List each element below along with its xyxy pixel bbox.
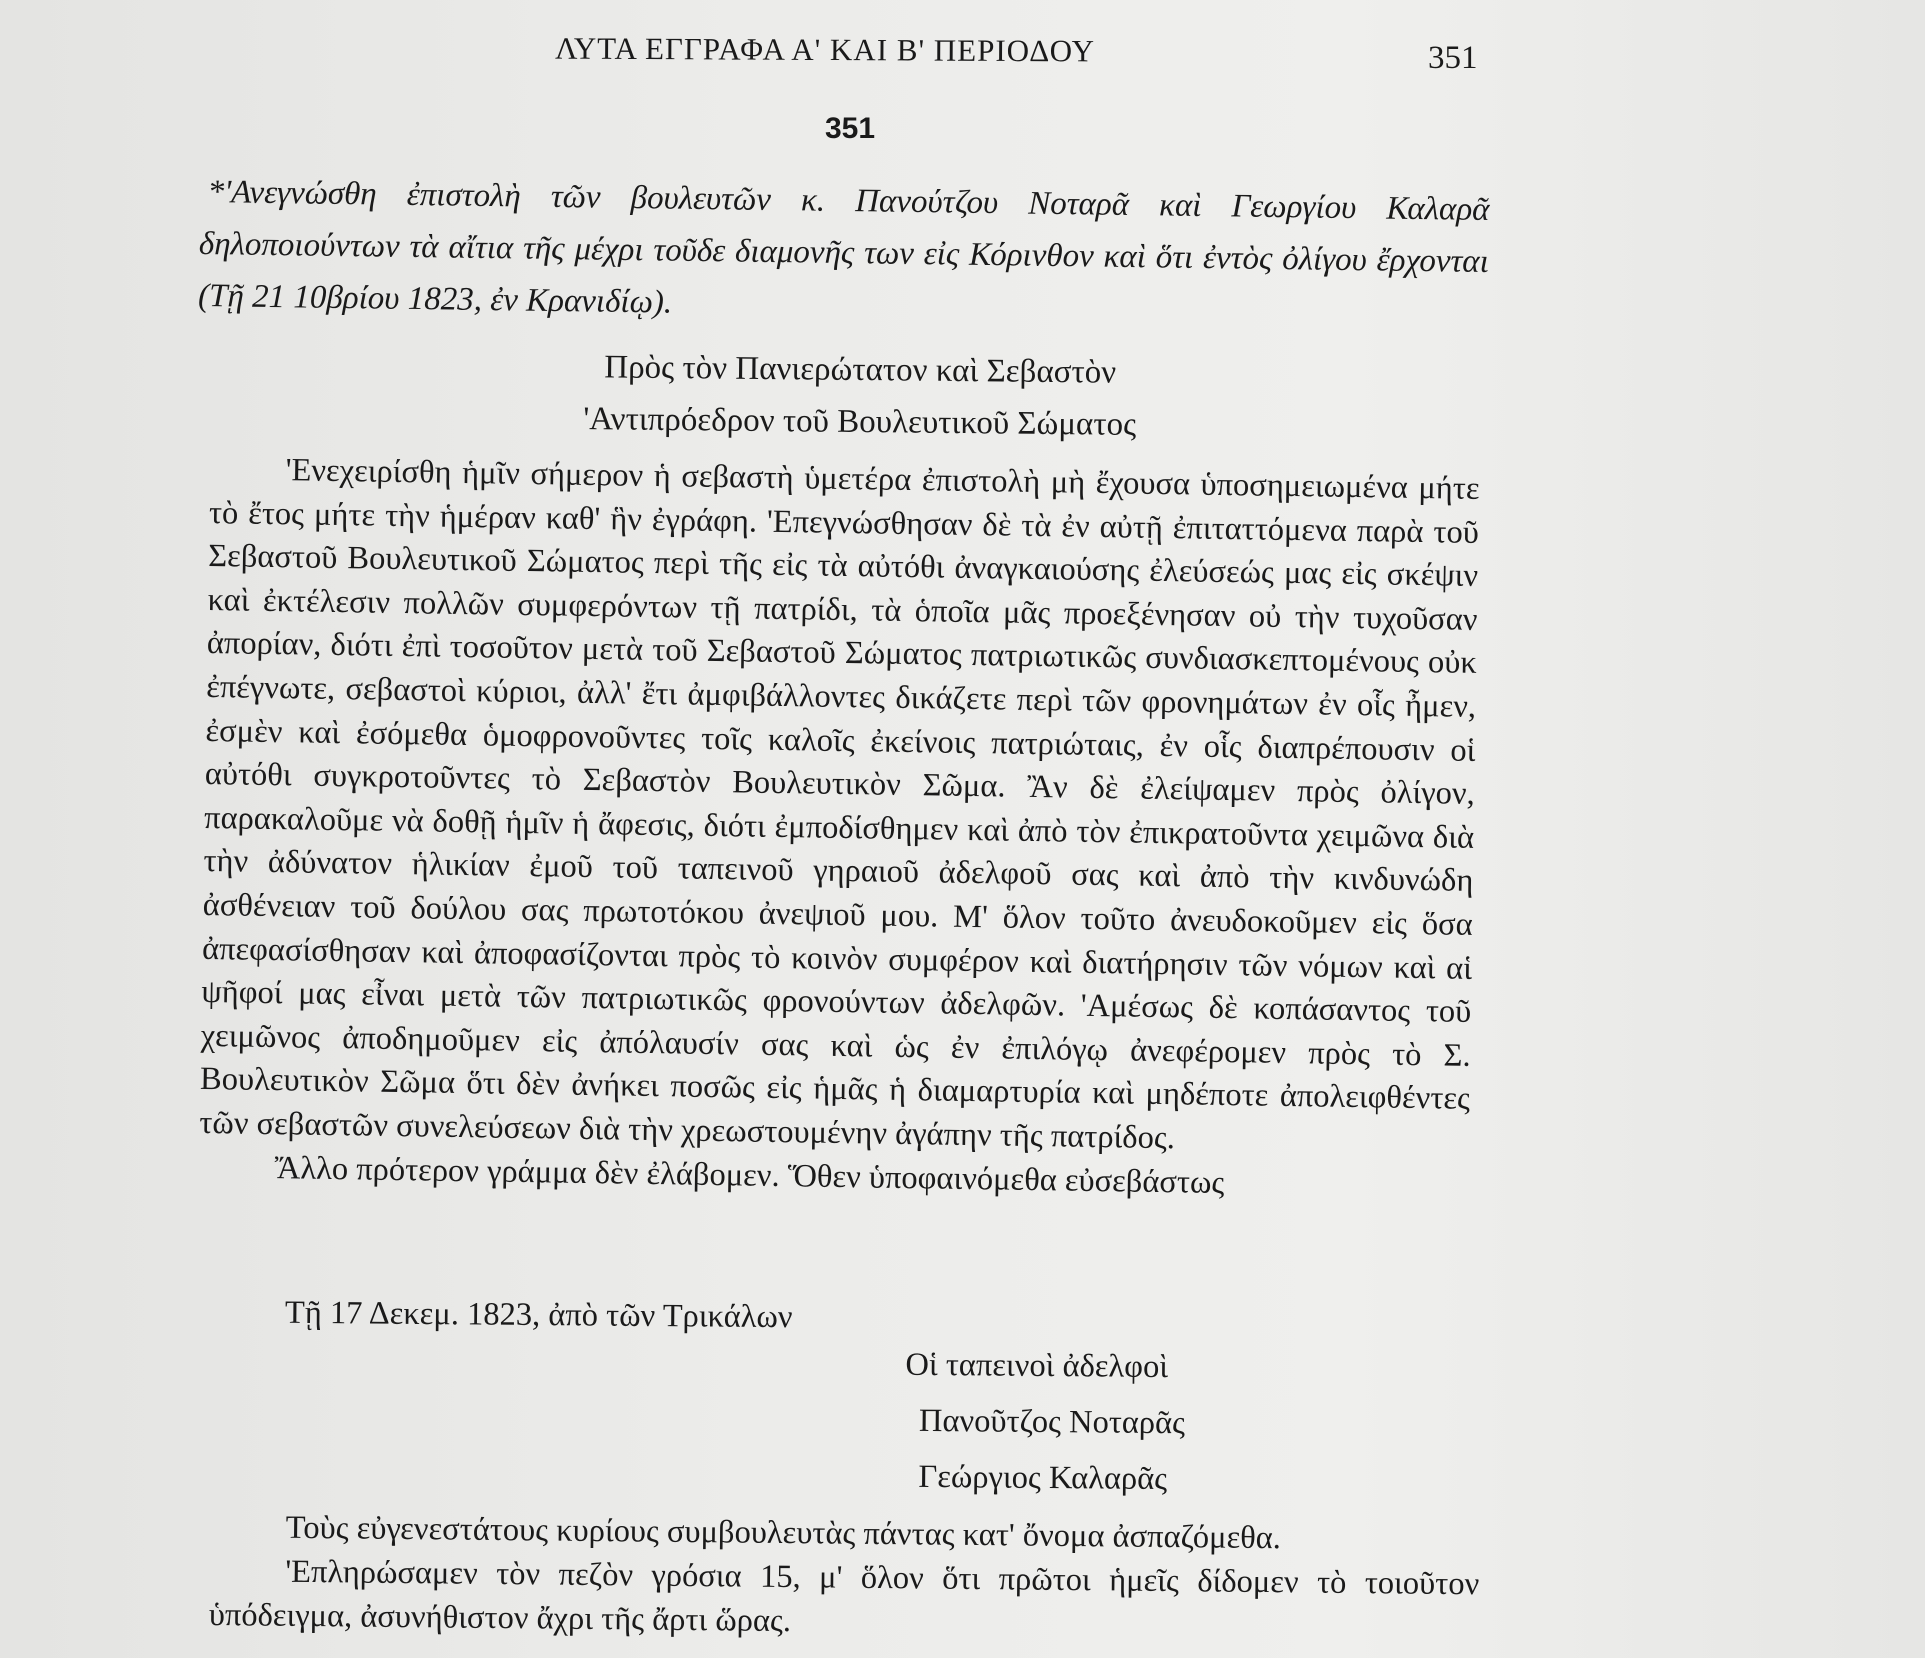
body-paragraph-2: Ἄλλο πρότερον γράμμα δὲν ἐλάβομεν. Ὅθεν ὑποφαινόμεθα εὐσεβάστως [274, 1149, 1225, 1201]
postscript-line-1: Τοὺς εὐγενεστάτους κυρίους συμβουλευτὰς πάντας κατ' ὄνομα ἀσπαζόμεθα. [285, 1509, 1282, 1557]
document-number: 351 [825, 112, 876, 145]
address-line-1: Πρὸς τὸν Πανιερώτατον καὶ Σεβαστὸν [604, 349, 1117, 391]
summary-text: *'Ανεγνώσθη ἐπιστολὴ τῶν βουλευτῶν κ. Πανούτζου Νοταρᾶ καὶ Γεωργίου Καλαρᾶ δηλοποιούντων τὰ αἴτια τῆς μέχρι τοῦδε διαμονῆς των εἰς Κόρινθον καὶ ὅτι ἐντὸς ὀλίγου ἔρχονται (Τῇ 21 10βρίου 1823, ἐν Κρανιδίῳ). [197, 174, 1490, 321]
letter-address [559, 341, 1160, 451]
page-number: 351 [1428, 40, 1478, 76]
document-summary [198, 166, 1490, 340]
letter-date: Τῇ 17 Δεκεμ. 1823, ἀπὸ τῶν Τρικάλων [284, 1294, 793, 1336]
postscript [209, 1505, 1480, 1650]
signature-block [904, 1337, 1185, 1507]
signer-1: Πανοῦτζος Νοταρᾶς [918, 1402, 1186, 1442]
signature-intro: Οἱ ταπεινοὶ ἀδελφοὶ [905, 1346, 1169, 1386]
postscript-line-2: 'Επληρώσαμεν τὸν πεζὸν γρόσια 15, μ' ὅλον ὅτι πρῶτοι ἡμεῖς δίδομεν τὸ τοιοῦτον ὑπόδειγμα, ἀσυνήθιστον ἄχρι τῆς ἄρτι ὥρας. [208, 1553, 1480, 1640]
address-line-2: 'Αντιπρόεδρον τοῦ Βουλευτικοῦ Σώματος [583, 401, 1137, 443]
running-title: ΛΥΤΑ ΕΓΓΡΑΦΑ Α' ΚΑΙ Β' ΠΕΡΙΟΔΟΥ [554, 30, 1096, 69]
body-paragraph-1: 'Ενεχειρίσθη ἡμῖν σήμερον ἡ σεβαστὴ ὑμετέρα ἐπιστολὴ μὴ ἔχουσα ὑποσημειωμένα μήτε τὸ ἔτος μήτε τὴν ἡμέραν καθ' ἣν ἐγράφη. 'Επεγνώσθησαν δὲ τὰ ἐν αὐτῇ ἐπιταττόμενα παρὰ τοῦ Σεβαστοῦ Βουλευτικοῦ Σώματος περὶ τῆς εἰς τὰ αὐτόθι ἀναγκαιούσης ἐλεύσεώς μας εἰς σκέψιν καὶ ἐκτέλεσιν πολλῶν συμφερόντων τῇ πατρίδι, τὰ ὁποῖα μᾶς προεξένησαν οὐ τὴν τυχοῦσαν ἀπορίαν, διότι ἐπὶ τοσοῦτον μετὰ τοῦ Σεβαστοῦ Σώματος πατριωτικῶς συνδιασκεπτομένους οὐκ ἐπέγνωτε, σεβαστοὶ κύριοι, ἀλλ' ἔτι ἀμφιβάλλοντες δικάζετε περὶ τῶν φρονημάτων ἐν οἷς ἦμεν, ἐσμὲν καὶ ἐσόμεθα ὁμοφρονοῦντες τοῖς καλοῖς ἐκείνοις πατριώταις, ἐν οἷς διαπρέπουσιν οἱ αὐτόθι συγκροτοῦντες τὸ Σεβαστὸν Βουλευτικὸν Σῶμα. Ἂν δὲ ἐλείψαμεν πρὸς ὀλίγον, παρακαλοῦμε νὰ δοθῇ ἡμῖν ἡ ἄφεσις, διότι ἐμποδίσθημεν καὶ ἀπὸ τὸν ἐπικρατοῦντα χειμῶνα διὰ τὴν ἀδύνατον ἡλικίαν ἐμοῦ τοῦ ταπεινοῦ γηραιοῦ ἀδελφοῦ σας καὶ ἀπὸ τὴν κινδυνώδη ἀσθένειαν τοῦ δούλου σας πρωτοτόκου ἀνεψιοῦ μου. Μ' ὅλον τοῦτο ἀνευδοκοῦμεν εἰς ὅσα ἀπεφασίσθησαν καὶ ἀποφασίζονται πρὸς τὸ κοινὸν συμφέρον καὶ διατήρησιν τῶν νόμων καὶ αἱ ψῆφοί μας εἶναι μετὰ τῶν πατριωτικῶς φρονούντων ἀδελφῶν. 'Αμέσως δὲ κοπάσαντος τοῦ χειμῶνος ἀποδημοῦμεν εἰς ἀπόλαυσίν σας καὶ ὡς ἐν ἐπιλόγῳ ἀνεφέρομεν πρὸς τὸ Σ. Βουλευτικὸν Σῶμα ὅτι δὲν ἀνήκει ποσῶς εἰς ἡμᾶς ἡ διαμαρτυρία καὶ μηδέποτε ἀπολειφθέντες τῶν σεβαστῶν συνελεύσεων διὰ τὴν χρεωστουμένην ἀγάπην τῆς πατρίδος. [199, 452, 1480, 1157]
signer-2: Γεώργιος Καλαρᾶς [918, 1458, 1168, 1498]
letter-body [198, 448, 1479, 1209]
